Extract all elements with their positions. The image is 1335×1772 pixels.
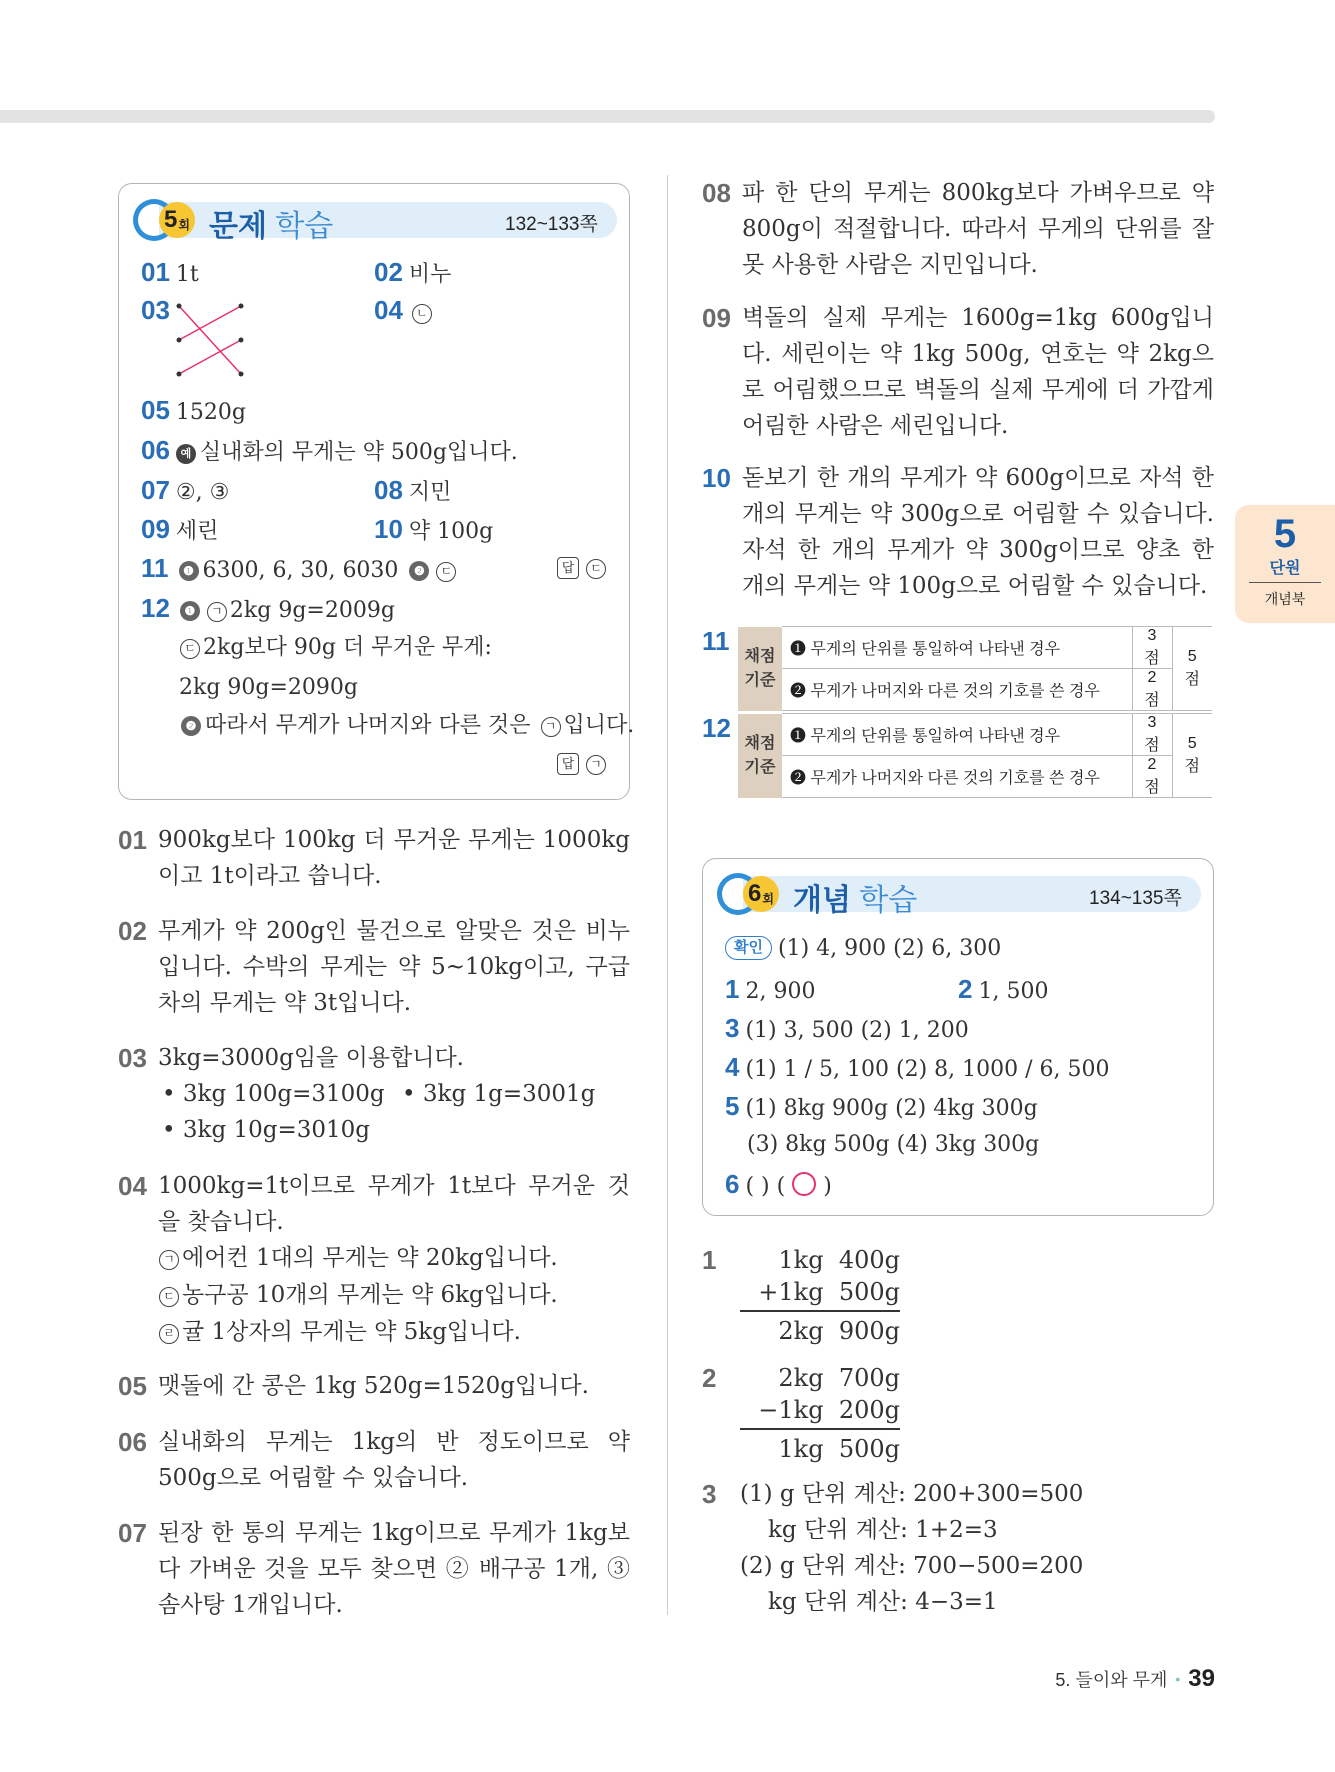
session-badge: 5 회 <box>159 202 195 238</box>
box-title: 개념 학습 <box>793 884 918 917</box>
grading-table-12 <box>738 713 1212 798</box>
grading-points-2: 2점 <box>1132 669 1172 711</box>
box-pages: 134~135쪽 <box>1089 888 1182 909</box>
calc-3-line4: kg 단위 계산: 4−3=1 <box>768 1589 998 1615</box>
answer-12-final: 답 ㄱ <box>557 746 609 782</box>
explanation-04-item-2: ㄷ 농구공 10개의 무게는 약 6kg입니다. <box>156 1277 558 1313</box>
page-footer <box>1055 1665 1215 1693</box>
explanation-03-bullet-2: • 3kg 1g=3001g <box>402 1081 596 1107</box>
answer-07: 07 ②, ③ <box>141 475 230 505</box>
answer-03: 03 <box>141 295 170 325</box>
explanation-06: 06 실내화의 무게는 1kg의 반 정도이므로 약 500g으로 어림할 수 있습니다. <box>118 1427 630 1491</box>
answer-box-session-5 <box>118 183 635 800</box>
explanation-07: 07 된장 한 통의 무게는 1kg이므로 무게가 1kg보다 가벼운 것을 모두 찾으면 ② 배구공 1개, ③ 솜사탕 1개입니다. <box>118 1518 630 1618</box>
answer-box-session-6 <box>702 858 1214 1216</box>
answer-3: 3 (1) 3, 500 (2) 1, 200 <box>725 1013 969 1043</box>
answer-08: 08 지민 <box>374 475 452 505</box>
explanation-10: 10 돋보기 한 개의 무게가 약 600g이므로 자석 한 개의 무게는 약 300g으로 어림할 수 있습니다. 자석 한 개의 무게가 약 300g이므로 양초 한 개의 무게는 약 100g으로 어림할 수 있습니다. <box>702 463 1214 599</box>
explanation-03-bullet-3: • 3kg 10g=3010g <box>162 1117 370 1143</box>
page-number: 39 <box>1188 1665 1215 1692</box>
answer-2: 2 1, 500 <box>958 974 1049 1004</box>
explanation-04-item-1: ㄱ 에어컨 1대의 무게는 약 20kg입니다. <box>156 1240 558 1276</box>
confirm-answer: 확인 (1) 4, 900 (2) 6, 300 <box>725 931 1001 967</box>
answer-04: 04 ㄴ <box>374 292 435 331</box>
answer-01: 01 1t <box>141 257 199 287</box>
explanation-09: 09 벽돌의 실제 무게는 1600g=1kg 600g입니다. 세린이는 약 1kg 500g, 연호는 약 2kg으로 어림했으므로 벽돌의 실제 무게에 더 가깝게 어림한 사람은 세린입니다. <box>702 303 1214 439</box>
explanation-04: 04 1000kg=1t이므로 무게가 1t보다 무거운 것을 찾습니다. <box>118 1171 630 1235</box>
calc-rule <box>740 1428 900 1430</box>
grading-total: 5점 <box>1172 714 1212 798</box>
grading-criterion-1: ❶ 무게의 단위를 통일하여 나타낸 경우 <box>782 714 1132 756</box>
chapter-unit-label: 단원 <box>1249 555 1321 583</box>
answer-05: 05 1520g <box>141 395 246 425</box>
grading-points-2: 2점 <box>1132 756 1172 798</box>
grading-points-1: 3점 <box>1132 627 1172 669</box>
top-bar <box>0 110 1215 123</box>
answer-11: 11 ❶ 6300, 6, 30, 6030 ❷ ㄷ <box>141 550 459 589</box>
explanation-03: 03 3kg=3000g임을 이용합니다. <box>118 1043 464 1073</box>
answer-1: 1 2, 900 <box>725 974 816 1004</box>
answer-12-line4: ❷ 따라서 무게가 나머지와 다른 것은 ㄱ 입니다. <box>177 708 634 744</box>
matching-lines-diagram <box>175 302 247 378</box>
grading-12: 12 채점 기준 ❶ 무게의 단위를 통일하여 나타낸 경우 3점 5점 ❷ 무게가 나머지와 다른 것의 기호를 쓴 경우 2점 <box>702 713 1212 798</box>
answer-6: 6 ( ) ( ) <box>725 1169 832 1199</box>
grading-table-11 <box>738 626 1212 711</box>
footer-dot: • <box>1175 1671 1181 1687</box>
answer-12-line2: ㄷ 2kg보다 90g 더 무거운 무게: <box>177 630 492 666</box>
grading-11: 11 채점 기준 ❶ 무게의 단위를 통일하여 나타낸 경우 3점 5점 ❷ 무게가 나머지와 다른 것의 기호를 쓴 경우 2점 <box>702 626 1212 711</box>
answer-5: 5 (1) 8kg 900g (2) 4kg 300g <box>725 1091 1038 1121</box>
answer-09: 09 세린 <box>141 514 219 544</box>
explanation-05: 05 맷돌에 간 콩은 1kg 520g=1520g입니다. <box>118 1371 589 1401</box>
grading-total: 5점 <box>1172 627 1212 711</box>
answer-10: 10 약 100g <box>374 514 494 544</box>
grading-criterion-2: ❷ 무게가 나머지와 다른 것의 기호를 쓴 경우 <box>782 756 1132 798</box>
answer-02: 02 비누 <box>374 257 452 287</box>
calc-1-work: 1kg 400g +1kg 500g 2kg 900g <box>740 1244 900 1347</box>
explanation-04-item-3: ㄹ 귤 1상자의 무게는 약 5kg입니다. <box>156 1314 521 1350</box>
answer-5-line2: (3) 8kg 500g (4) 3kg 300g <box>747 1132 1040 1157</box>
calc-3-line2: kg 단위 계산: 1+2=3 <box>768 1517 998 1543</box>
grading-points-1: 3점 <box>1132 714 1172 756</box>
calc-3-line3: (2) g 단위 계산: 700−500=200 <box>740 1553 1084 1579</box>
explanation-02: 02 무게가 약 200g인 물건으로 알맞은 것은 비누입니다. 수박의 무게는 약 5~10kg이고, 구급차의 무게는 약 3t입니다. <box>118 916 630 1016</box>
explanation-01: 01 900kg보다 100kg 더 무거운 무게는 1000kg이고 1t이라고 씁니다. <box>118 825 630 889</box>
explanation-08: 08 파 한 단의 무게는 800kg보다 가벼우므로 약 800g이 적절합니다. 따라서 무게의 단위를 잘못 사용한 사람은 지민입니다. <box>702 178 1214 278</box>
answer-12: 12 ❶ ㄱ 2kg 9g=2009g <box>141 593 395 623</box>
column-divider <box>667 175 668 1615</box>
chapter-number: 5 <box>1273 512 1297 556</box>
chapter-side-tab <box>1235 505 1335 623</box>
grading-criterion-1: ❶ 무게의 단위를 통일하여 나타낸 경우 <box>782 627 1132 669</box>
box-pages: 132~133쪽 <box>505 214 598 235</box>
grading-label: 채점 기준 <box>738 714 782 798</box>
session-badge: 6 회 <box>743 876 779 912</box>
calc-3-line1: (1) g 단위 계산: 200+300=500 <box>740 1481 1084 1507</box>
grading-label: 채점 기준 <box>738 627 782 711</box>
explanation-03-bullet-1: • 3kg 100g=3100g <box>162 1081 385 1107</box>
answer-4: 4 (1) 1 / 5, 100 (2) 8, 1000 / 6, 500 <box>725 1052 1110 1082</box>
book-label: 개념북 <box>1264 591 1306 607</box>
chapter-title: 5. 들이와 무게 <box>1055 1670 1168 1690</box>
calc-rule <box>740 1310 900 1312</box>
circle-mark-icon <box>792 1172 816 1196</box>
answer-06: 06 예 실내화의 무게는 약 500g입니다. <box>141 435 518 465</box>
answer-12-line3: 2kg 90g=2090g <box>179 675 358 700</box>
answer-11-final: 답 ㄷ <box>557 550 609 586</box>
box-title: 문제 학습 <box>209 210 334 243</box>
grading-criterion-2: ❷ 무게가 나머지와 다른 것의 기호를 쓴 경우 <box>782 669 1132 711</box>
calc-2-work: 2kg 700g −1kg 200g 1kg 500g <box>740 1362 900 1465</box>
